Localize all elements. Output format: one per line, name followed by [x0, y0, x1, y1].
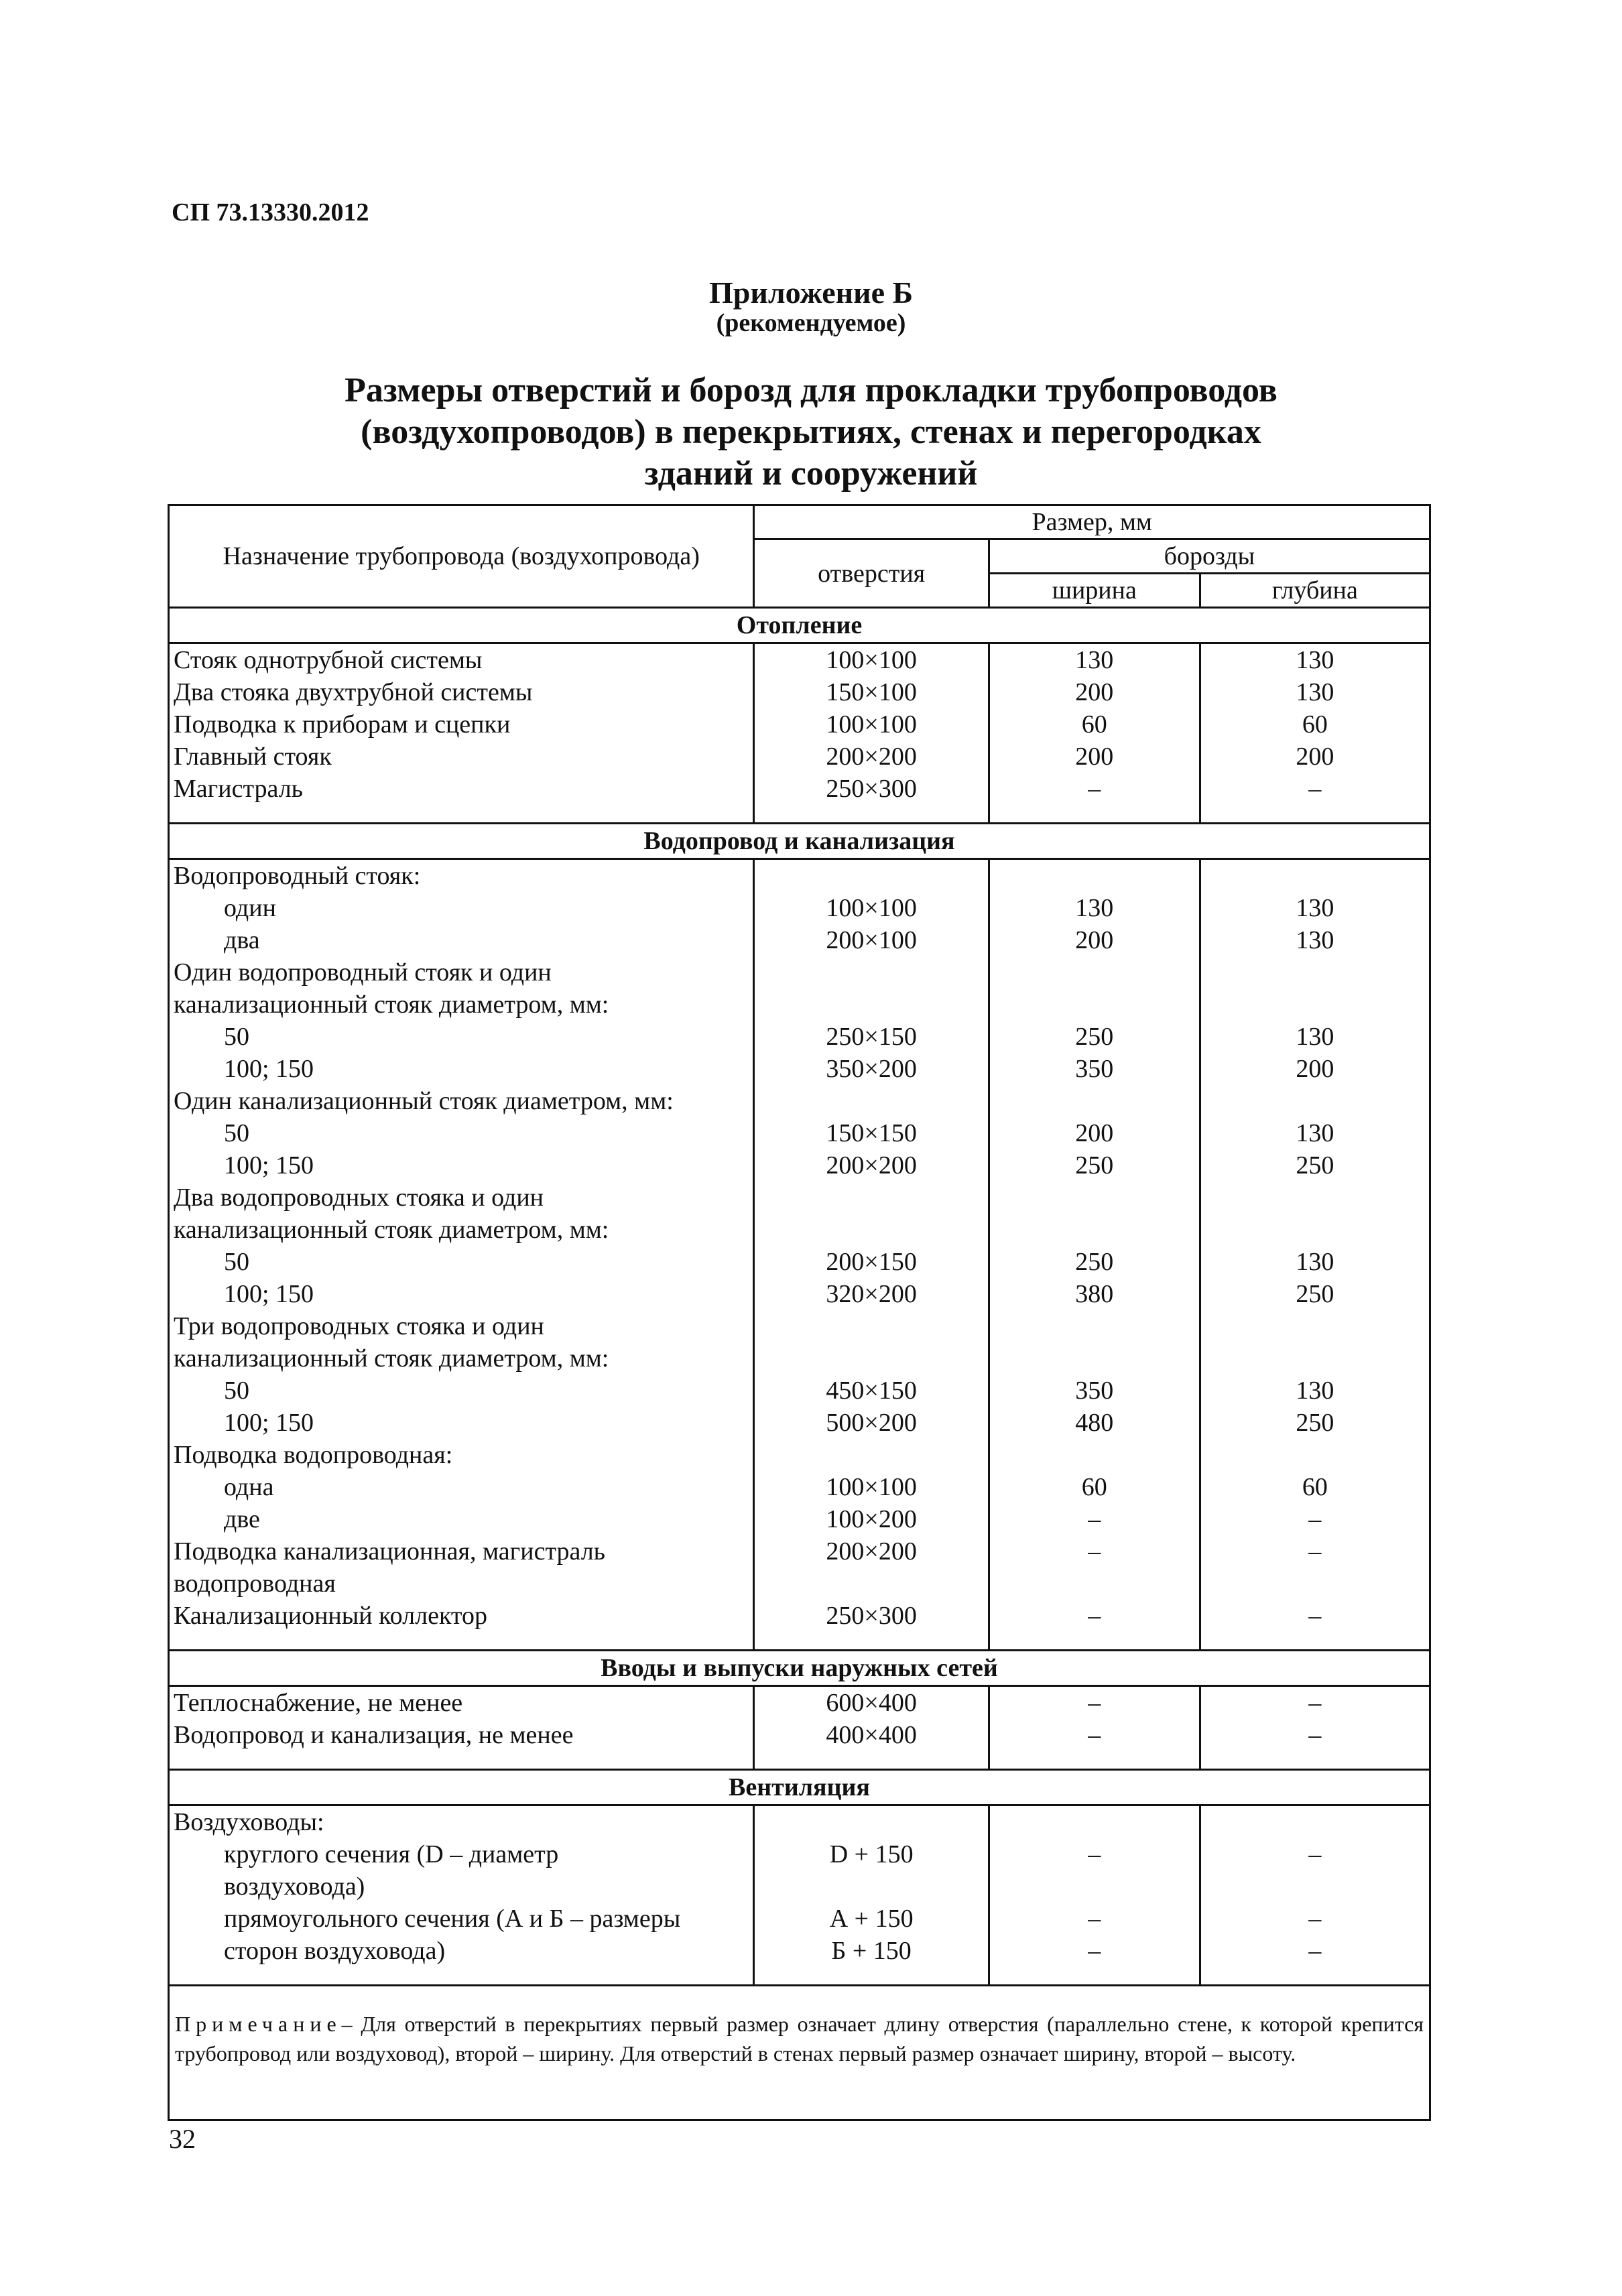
groove-width: –	[989, 1600, 1200, 1632]
row-name: канализационный стояк диаметром, мм:	[174, 1344, 609, 1373]
header-purpose: Назначение трубопровода (воздухопровода)	[169, 505, 754, 608]
appendix-status: (рекомендуемое)	[716, 309, 906, 337]
hole-size: 600×400	[754, 1686, 989, 1720]
row-name-cell	[169, 1935, 754, 1967]
groove-depth: –	[1200, 1686, 1430, 1720]
table-row	[169, 1214, 1430, 1246]
groove-depth: 130	[1200, 1246, 1430, 1278]
table-row	[169, 1053, 1430, 1085]
spacer-cell	[1200, 1967, 1430, 1986]
groove-depth	[1200, 1182, 1430, 1214]
groove-width	[989, 1870, 1200, 1903]
row-name-cell	[169, 1503, 754, 1535]
table-row	[169, 892, 1430, 924]
hole-size: 100×100	[754, 892, 989, 924]
groove-depth: 130	[1200, 643, 1430, 677]
table-title-line: Размеры отверстий и борозд для прокладки трубопроводов	[345, 371, 1277, 409]
row-name: Два водопроводных стояка и один	[174, 1184, 544, 1212]
hole-size: 250×300	[754, 1600, 989, 1632]
spacer-cell	[1200, 1632, 1430, 1651]
table-title-line: (воздухопроводов) в перекрытиях, стенах и перегородках	[361, 413, 1261, 451]
row-name-cell	[169, 924, 754, 956]
row-name-cell	[169, 1535, 754, 1568]
groove-depth: –	[1200, 1600, 1430, 1632]
hole-size: 100×200	[754, 1503, 989, 1535]
row-name-cell	[169, 1838, 754, 1870]
row-name: 100; 150	[224, 1280, 314, 1308]
header-groove: борозды	[989, 539, 1430, 574]
row-name: Главный стояк	[174, 743, 332, 771]
groove-depth: 200	[1200, 1053, 1430, 1085]
groove-width: –	[989, 773, 1200, 805]
groove-depth	[1200, 1085, 1430, 1117]
table-row	[169, 924, 1430, 956]
header-hole: отверстия	[754, 539, 989, 608]
groove-width: 380	[989, 1278, 1200, 1310]
table-row	[169, 1471, 1430, 1503]
hole-size: 200×200	[754, 741, 989, 773]
hole-size	[754, 1568, 989, 1600]
groove-depth	[1200, 1310, 1430, 1342]
header-size: Размер, мм	[754, 505, 1430, 539]
groove-width: 130	[989, 892, 1200, 924]
hole-size: 200×150	[754, 1246, 989, 1278]
groove-width: 480	[989, 1407, 1200, 1439]
table-row	[169, 773, 1430, 805]
hole-size	[754, 1085, 989, 1117]
hole-size	[754, 956, 989, 988]
table-row	[169, 859, 1430, 893]
hole-size	[754, 1870, 989, 1903]
row-name: 50	[224, 1119, 249, 1147]
row-name-cell	[169, 643, 754, 677]
row-name: Теплоснабжение, не менее	[174, 1689, 463, 1717]
table-row	[169, 1535, 1430, 1568]
row-name-cell	[169, 1021, 754, 1053]
row-name-cell	[169, 1182, 754, 1214]
row-name-cell	[169, 1600, 754, 1632]
groove-depth: 60	[1200, 1471, 1430, 1503]
header-depth: глубина	[1200, 574, 1430, 608]
spacer-cell	[169, 1751, 754, 1770]
spacer-cell	[989, 805, 1200, 824]
groove-width: 200	[989, 741, 1200, 773]
hole-size: 100×100	[754, 643, 989, 677]
row-name: канализационный стояк диаметром, мм:	[174, 1216, 609, 1244]
spacer-cell	[754, 1967, 989, 1986]
row-name-cell	[169, 1870, 754, 1903]
row-name-cell	[169, 708, 754, 741]
table-body	[169, 608, 1430, 2120]
hole-size: 100×100	[754, 708, 989, 741]
spacer-cell	[989, 1632, 1200, 1651]
page-number: 32	[169, 2124, 196, 2154]
note-text: – Для отверстий в перекрытиях первый размер означает длину отверстия (параллельно стене, к которой крепится трубопровод или воздуховод), второй – ширину. Для отверстий в стенах первый размер означает ширину, второй – высоту.	[175, 2012, 1424, 2065]
hole-size	[754, 1805, 989, 1839]
table-row	[169, 1149, 1430, 1182]
row-name: водопроводная	[174, 1570, 336, 1598]
hole-size	[754, 1182, 989, 1214]
groove-width: –	[989, 1686, 1200, 1720]
row-name-cell	[169, 676, 754, 708]
row-name-cell	[169, 1471, 754, 1503]
hole-size: 200×200	[754, 1149, 989, 1182]
section-spacer	[169, 1751, 1430, 1770]
table-row	[169, 1686, 1430, 1720]
row-name-cell	[169, 1053, 754, 1085]
groove-depth: 130	[1200, 1117, 1430, 1149]
row-name-cell	[169, 773, 754, 805]
row-name-cell	[169, 1342, 754, 1375]
table-row	[169, 1503, 1430, 1535]
groove-depth: 250	[1200, 1407, 1430, 1439]
row-name: Три водопроводных стояка и один	[174, 1312, 544, 1340]
groove-depth: 200	[1200, 741, 1430, 773]
groove-depth: –	[1200, 1535, 1430, 1568]
row-name: Подводка канализационная, магистраль	[174, 1537, 606, 1566]
table-row	[169, 676, 1430, 708]
section-spacer	[169, 1967, 1430, 1986]
table-row	[169, 708, 1430, 741]
section-header	[169, 824, 1430, 859]
row-name-cell	[169, 1686, 754, 1720]
hole-size: 200×100	[754, 924, 989, 956]
hole-size	[754, 988, 989, 1021]
groove-width: 350	[989, 1375, 1200, 1407]
table-row	[169, 1021, 1430, 1053]
groove-depth: 130	[1200, 924, 1430, 956]
row-name: один	[224, 894, 276, 922]
groove-width: 200	[989, 924, 1200, 956]
groove-width	[989, 1439, 1200, 1471]
groove-depth	[1200, 988, 1430, 1021]
section-title: Отопление	[169, 608, 1430, 643]
groove-depth: 130	[1200, 1375, 1430, 1407]
row-name-cell	[169, 892, 754, 924]
groove-width: 60	[989, 708, 1200, 741]
table-row	[169, 1870, 1430, 1903]
row-name: 100; 150	[224, 1151, 314, 1179]
table-row	[169, 1342, 1430, 1375]
hole-size: 150×100	[754, 676, 989, 708]
table-row	[169, 988, 1430, 1021]
groove-width: 250	[989, 1149, 1200, 1182]
groove-depth	[1200, 1214, 1430, 1246]
row-name-cell	[169, 1439, 754, 1471]
note-label: Примечание	[175, 2012, 342, 2036]
hole-size: 200×200	[754, 1535, 989, 1568]
table-row	[169, 1838, 1430, 1870]
groove-depth: –	[1200, 1903, 1430, 1935]
groove-depth	[1200, 1342, 1430, 1375]
spacer-cell	[754, 1632, 989, 1651]
groove-width: 250	[989, 1246, 1200, 1278]
table-row	[169, 1085, 1430, 1117]
table-row	[169, 1182, 1430, 1214]
row-name: Водопровод и канализация, не менее	[174, 1721, 574, 1749]
groove-width: 250	[989, 1021, 1200, 1053]
groove-width: –	[989, 1903, 1200, 1935]
hole-size: А + 150	[754, 1903, 989, 1935]
row-name-cell	[169, 1805, 754, 1839]
row-name-cell	[169, 1903, 754, 1935]
row-name: Два стояка двухтрубной системы	[174, 678, 533, 706]
section-header	[169, 1651, 1430, 1686]
spacer-cell	[169, 805, 754, 824]
table-row	[169, 1805, 1430, 1839]
row-name: Водопроводный стояк:	[174, 862, 421, 890]
groove-width: –	[989, 1535, 1200, 1568]
hole-size: 150×150	[754, 1117, 989, 1149]
groove-depth	[1200, 1870, 1430, 1903]
row-name: воздуховода)	[224, 1872, 365, 1901]
row-name: два	[224, 926, 260, 954]
spacer-cell	[169, 1632, 754, 1651]
hole-size: 320×200	[754, 1278, 989, 1310]
hole-size: Б + 150	[754, 1935, 989, 1967]
row-name: круглого сечения (D – диаметр	[224, 1840, 559, 1868]
row-name: Один водопроводный стояк и один	[174, 958, 552, 986]
groove-width: 200	[989, 1117, 1200, 1149]
row-name-cell	[169, 1246, 754, 1278]
row-name-cell	[169, 1085, 754, 1117]
groove-depth	[1200, 859, 1430, 893]
groove-depth	[1200, 1439, 1430, 1471]
groove-width: 130	[989, 643, 1200, 677]
row-name: 50	[224, 1023, 249, 1051]
table-row	[169, 1568, 1430, 1600]
header-width: ширина	[989, 574, 1200, 608]
groove-width: 200	[989, 676, 1200, 708]
groove-width: –	[989, 1838, 1200, 1870]
section-title: Вентиляция	[169, 1770, 1430, 1805]
table-row	[169, 1246, 1430, 1278]
row-name: Воздуховоды:	[174, 1808, 324, 1836]
table-row	[169, 1439, 1430, 1471]
groove-depth: 60	[1200, 708, 1430, 741]
row-name: 50	[224, 1248, 249, 1276]
row-name-cell	[169, 988, 754, 1021]
row-name-cell	[169, 1719, 754, 1751]
groove-width: –	[989, 1719, 1200, 1751]
section-spacer	[169, 805, 1430, 824]
row-name: две	[224, 1505, 260, 1533]
groove-depth: 130	[1200, 1021, 1430, 1053]
table-title-line: зданий и сооружений	[644, 454, 978, 493]
groove-depth: 130	[1200, 676, 1430, 708]
spacer-cell	[169, 1967, 754, 1986]
section-title: Вводы и выпуски наружных сетей	[169, 1651, 1430, 1686]
section-header	[169, 1770, 1430, 1805]
groove-depth: –	[1200, 1838, 1430, 1870]
row-name-cell	[169, 1149, 754, 1182]
row-name: Магистраль	[174, 775, 304, 803]
groove-depth: –	[1200, 1503, 1430, 1535]
hole-size: 500×200	[754, 1407, 989, 1439]
row-name: Подводка водопроводная:	[174, 1441, 453, 1469]
row-name: 100; 150	[224, 1055, 314, 1083]
groove-width	[989, 1182, 1200, 1214]
spacer-cell	[989, 1751, 1200, 1770]
groove-width	[989, 1085, 1200, 1117]
row-name: прямоугольного сечения (А и Б – размеры	[224, 1905, 681, 1933]
table-row	[169, 1310, 1430, 1342]
spacer-cell	[754, 805, 989, 824]
hole-size: 100×100	[754, 1471, 989, 1503]
row-name: канализационный стояк диаметром, мм:	[174, 991, 609, 1019]
sizes-table	[168, 504, 1431, 2121]
groove-width	[989, 988, 1200, 1021]
hole-size: 450×150	[754, 1375, 989, 1407]
table-row	[169, 1903, 1430, 1935]
document-code: СП 73.13330.2012	[172, 198, 369, 227]
table-row	[169, 1935, 1430, 1967]
section-header	[169, 608, 1430, 643]
row-name: Стояк однотрубной системы	[174, 646, 483, 674]
groove-depth: –	[1200, 773, 1430, 805]
table-row	[169, 1375, 1430, 1407]
groove-depth	[1200, 1568, 1430, 1600]
groove-width	[989, 859, 1200, 893]
row-name-cell	[169, 1375, 754, 1407]
table-row	[169, 1719, 1430, 1751]
hole-size: 250×150	[754, 1021, 989, 1053]
note-cell	[169, 1986, 1430, 2120]
row-name: Канализационный коллектор	[174, 1602, 488, 1630]
hole-size	[754, 1342, 989, 1375]
groove-depth: –	[1200, 1719, 1430, 1751]
row-name-cell	[169, 956, 754, 988]
row-name: 100; 150	[224, 1409, 314, 1437]
groove-depth	[1200, 1805, 1430, 1839]
spacer-cell	[754, 1751, 989, 1770]
groove-depth: –	[1200, 1935, 1430, 1967]
groove-depth: 250	[1200, 1149, 1430, 1182]
groove-width: 60	[989, 1471, 1200, 1503]
groove-width	[989, 1342, 1200, 1375]
hole-size	[754, 1439, 989, 1471]
groove-depth	[1200, 956, 1430, 988]
spacer-cell	[1200, 1751, 1430, 1770]
section-title: Водопровод и канализация	[169, 824, 1430, 859]
groove-width: 350	[989, 1053, 1200, 1085]
hole-size: 250×300	[754, 773, 989, 805]
groove-width	[989, 1805, 1200, 1839]
row-name: сторон воздуховода)	[224, 1937, 446, 1965]
row-name: Подводка к приборам и сцепки	[174, 710, 511, 739]
row-name-cell	[169, 1310, 754, 1342]
row-name-cell	[169, 859, 754, 893]
table-row	[169, 1117, 1430, 1149]
hole-size	[754, 1310, 989, 1342]
row-name: одна	[224, 1473, 274, 1501]
groove-width	[989, 956, 1200, 988]
row-name-cell	[169, 1117, 754, 1149]
row-name-cell	[169, 741, 754, 773]
hole-size: 350×200	[754, 1053, 989, 1085]
spacer-cell	[989, 1967, 1200, 1986]
row-name-cell	[169, 1278, 754, 1310]
spacer-cell	[1200, 805, 1430, 824]
groove-width: –	[989, 1503, 1200, 1535]
table-row	[169, 1407, 1430, 1439]
groove-depth: 250	[1200, 1278, 1430, 1310]
row-name: 50	[224, 1377, 249, 1405]
row-name-cell	[169, 1568, 754, 1600]
groove-width	[989, 1214, 1200, 1246]
appendix-title: Приложение Б	[708, 275, 914, 310]
table-row	[169, 1600, 1430, 1632]
groove-width	[989, 1310, 1200, 1342]
section-spacer	[169, 1632, 1430, 1651]
row-name: Один канализационный стояк диаметром, мм:	[174, 1087, 674, 1115]
hole-size	[754, 1214, 989, 1246]
hole-size: 400×400	[754, 1719, 989, 1751]
table-row	[169, 1278, 1430, 1310]
groove-depth: 130	[1200, 892, 1430, 924]
groove-width	[989, 1568, 1200, 1600]
row-name-cell	[169, 1214, 754, 1246]
table-row	[169, 643, 1430, 677]
table-row	[169, 956, 1430, 988]
groove-width: –	[989, 1935, 1200, 1967]
hole-size: D + 150	[754, 1838, 989, 1870]
row-name-cell	[169, 1407, 754, 1439]
table-header	[169, 505, 1430, 608]
table-row	[169, 741, 1430, 773]
table-title	[168, 370, 1454, 495]
hole-size	[754, 859, 989, 893]
note-row	[169, 1986, 1430, 2120]
